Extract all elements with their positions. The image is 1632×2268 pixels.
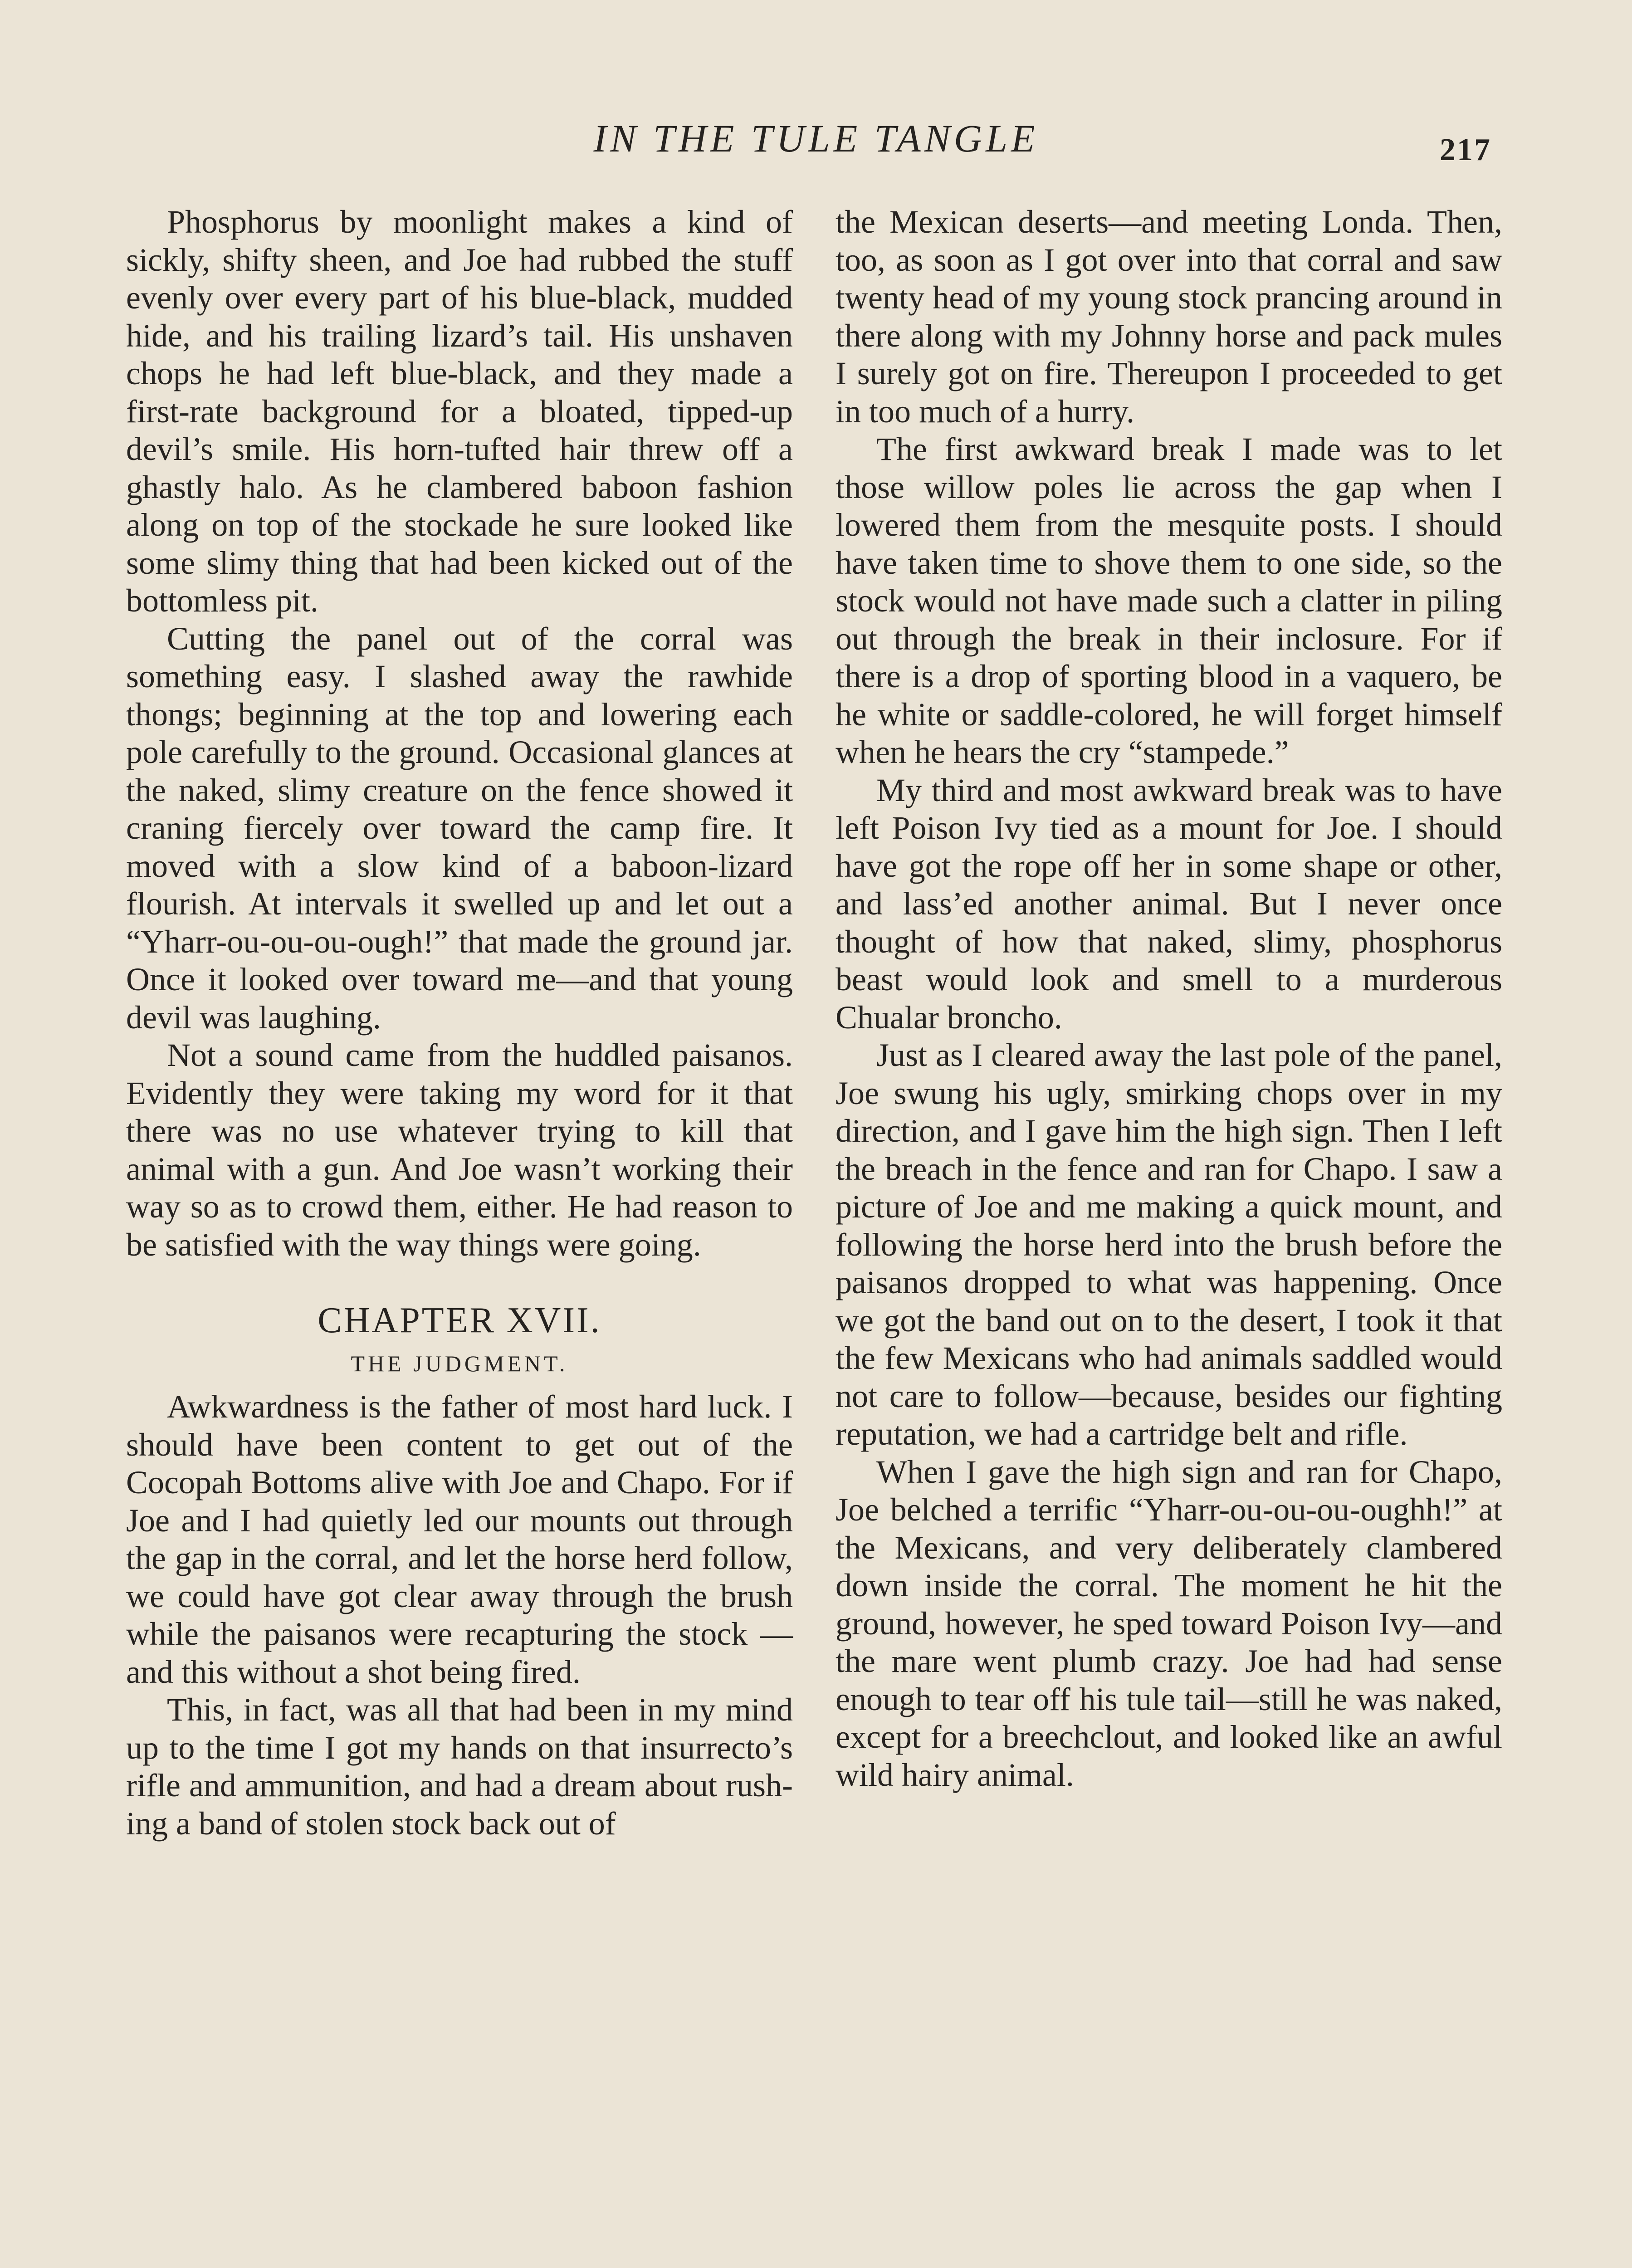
left-text-column <box>126 203 793 1843</box>
paragraph: My third and most awkward break was to have left Poison Ivy tied as a mount for Joe. I should have got the rope off her in some shape or other, and lass’ed another animal. But I never once thought of how that naked, slimy, phosphorus beast would look and smell to a murderous Chualar broncho. <box>836 772 1502 1036</box>
paragraph: Cutting the panel out of the corral was something easy. I slashed away the rawhide thongs; beginning at the top and lowering each pole carefully to the ground. Occasional glances at the naked, slimy creature on the fence showed it craning fiercely over toward the camp fire. It moved with a slow kind of a baboon-lizard flourish. At intervals it swelled up and let out a “Yharr-ou-ou-ou-ough!” that made the ground jar. Once it looked over toward me—and that young devil was laughing. <box>126 620 793 1036</box>
right-text-column <box>836 203 1502 1794</box>
paragraph: The first awkward break I made was to let those willow poles lie across the gap when I lowered them from the mesquite posts. I should have taken time to shove them to one side, so the stock would not have made such a clatter in piling out through the break in their inclosure. For if there is a drop of sporting blood in a vaquero, be he white or saddle-colored, he will forget himself when he hears the cry “stampede.” <box>836 431 1502 770</box>
chapter-subtitle: THE JUDGMENT. <box>351 1351 568 1376</box>
paragraph: When I gave the high sign and ran for Chapo, Joe belched a terrific “Yharr-ou-ou-ou-oughh!” at the Mexicans, and very deliberately clambered down inside the corral. The moment he hit the ground, however, he sped toward Poison Ivy—and the mare went plumb crazy. Joe had had sense enough to tear off his tule tail—still he was naked, except for a breechclout, and looked like an awful wild hairy animal. <box>836 1453 1502 1793</box>
chapter-heading: CHAPTER XVII. <box>318 1300 601 1340</box>
paragraph-continuation: the Mexican deserts—and meeting Londa. Then, too, as soon as I got over into that corral and saw twenty head of my young stock prancing around in there along with my Johnny horse and pack mules I surely got on fire. Thereupon I proceeded to get in too much of a hurry. <box>836 204 1502 430</box>
paragraph: Awkwardness is the father of most hard luck. I should have been content to get out of the Cocopah Bottoms alive with Joe and Chapo. For if Joe and I had quietly led our mounts out through the gap in the corral, and let the horse herd follow, we could have got clear away through the brush while the paisanos were recapturing the stock —and this without a shot being fired. <box>126 1388 793 1690</box>
paragraph: Phosphorus by moonlight makes a kind of sickly, shifty sheen, and Joe had rubbed the stuff evenly over every part of his blue-black, mudded hide, and his trailing lizard’s tail. His unshaven chops he had left blue-black, and they made a first-rate background for a bloated, tipped-up devil’s smile. His horn-tufted hair threw off a ghastly halo. As he clambered baboon fashion along on top of the stockade he sure looked like some slimy thing that had been kicked out of the bottomless pit. <box>126 204 793 619</box>
paragraph: Just as I cleared away the last pole of the panel, Joe swung his ugly, smirking chops over in my direction, and I gave him the high sign. Then I left the breach in the fence and ran for Chapo. I saw a picture of Joe and me making a quick mount, and following the horse herd into the brush before the paisanos dropped to what was happening. Once we got the band out on to the desert, I took it that the few Mexicans who had animals saddled would not care to follow—because, besides our fighting reputation, we had a cartridge belt and rifle. <box>836 1037 1502 1452</box>
running-header-title: IN THE TULE TANGLE <box>593 117 1039 160</box>
page-number: 217 <box>1440 132 1491 167</box>
paragraph: Not a sound came from the huddled paisanos. Evidently they were taking my word for it that there was no use whatever trying to kill that animal with a gun. And Joe wasn’t working their way so as to crowd them, either. He had reason to be satisfied with the way things were going. <box>126 1037 793 1263</box>
paragraph: This, in fact, was all that had been in my mind up to the time I got my hands on that insurrecto’s rifle and ammunition, and had a dream about rushing a band of stolen stock back out of <box>126 1691 793 1842</box>
